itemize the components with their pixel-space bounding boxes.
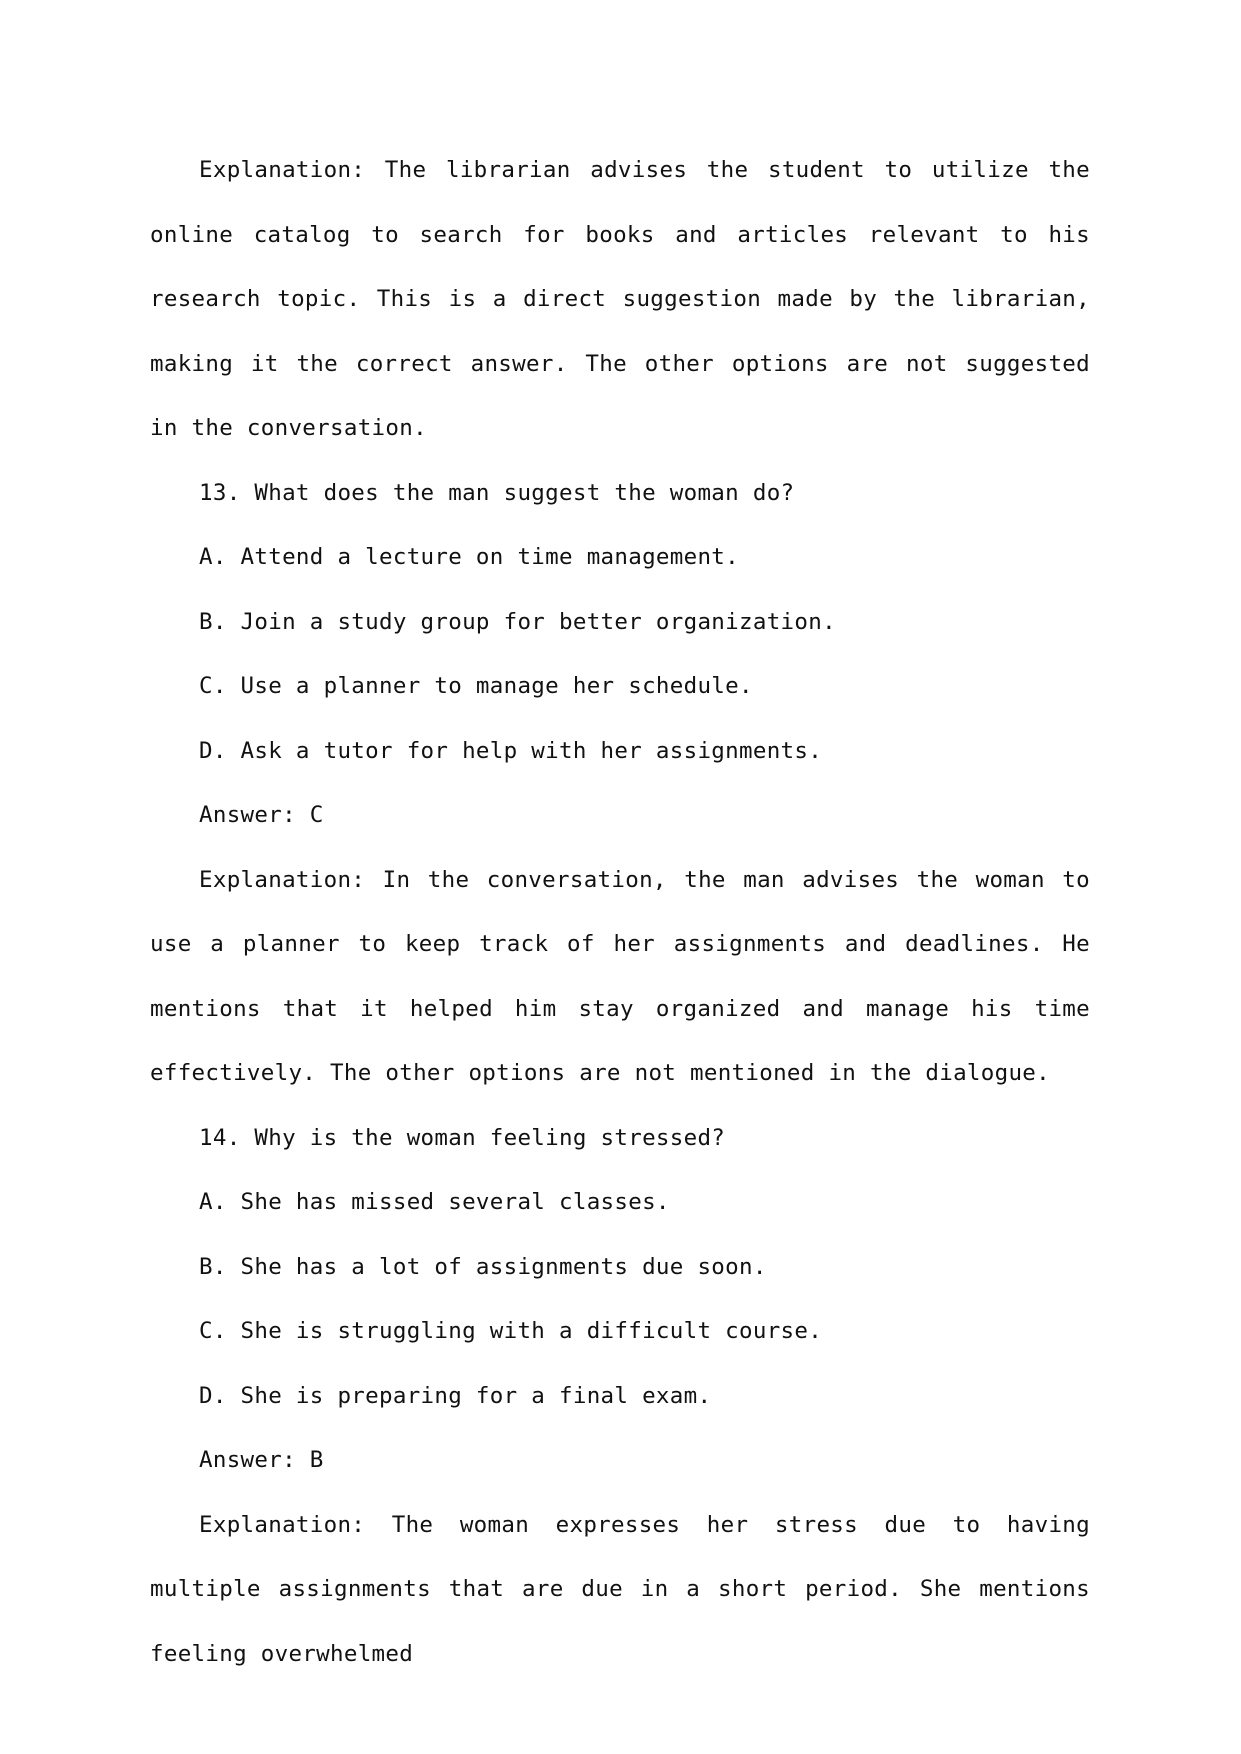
option-14-d: D. She is preparing for a final exam.: [199, 1382, 712, 1409]
option-13-b: B. Join a study group for better organization.: [199, 608, 836, 635]
question-13: 13. What does the man suggest the woman do?: [199, 479, 795, 506]
question-14: 14. Why is the woman feeling stressed?: [199, 1124, 726, 1151]
explanation-14: Explanation: The woman expresses her stress due to having multiple assignments that are due in a short period. She mentions feeling overwhelmed: [150, 1511, 1090, 1667]
document-body: [150, 138, 1090, 1686]
answer-13: Answer: C: [199, 802, 324, 828]
explanation-13: Explanation: In the conversation, the man advises the woman to use a planner to keep track of her assignments and deadlines. He mentions that it helped him stay organized and manage his time effectively. The other options are not mentioned in the dialogue.: [150, 866, 1090, 1086]
answer-14: Answer: B: [199, 1447, 324, 1473]
explanation-12: Explanation: The librarian advises the student to utilize the online catalog to search for books and articles relevant to his research topic. This is a direct suggestion made by the librarian, making it the correct answer. The other options are not suggested in the conversation.: [150, 157, 1090, 441]
option-13-a: A. Attend a lecture on time management.: [199, 544, 739, 570]
option-14-c: C. She is struggling with a difficult course.: [199, 1318, 823, 1344]
option-13-d: D. Ask a tutor for help with her assignments.: [199, 737, 823, 764]
option-14-a: A. She has missed several classes.: [199, 1189, 670, 1215]
option-13-c: C. Use a planner to manage her schedule.: [199, 673, 753, 699]
option-14-b: B. She has a lot of assignments due soon.: [199, 1253, 767, 1280]
